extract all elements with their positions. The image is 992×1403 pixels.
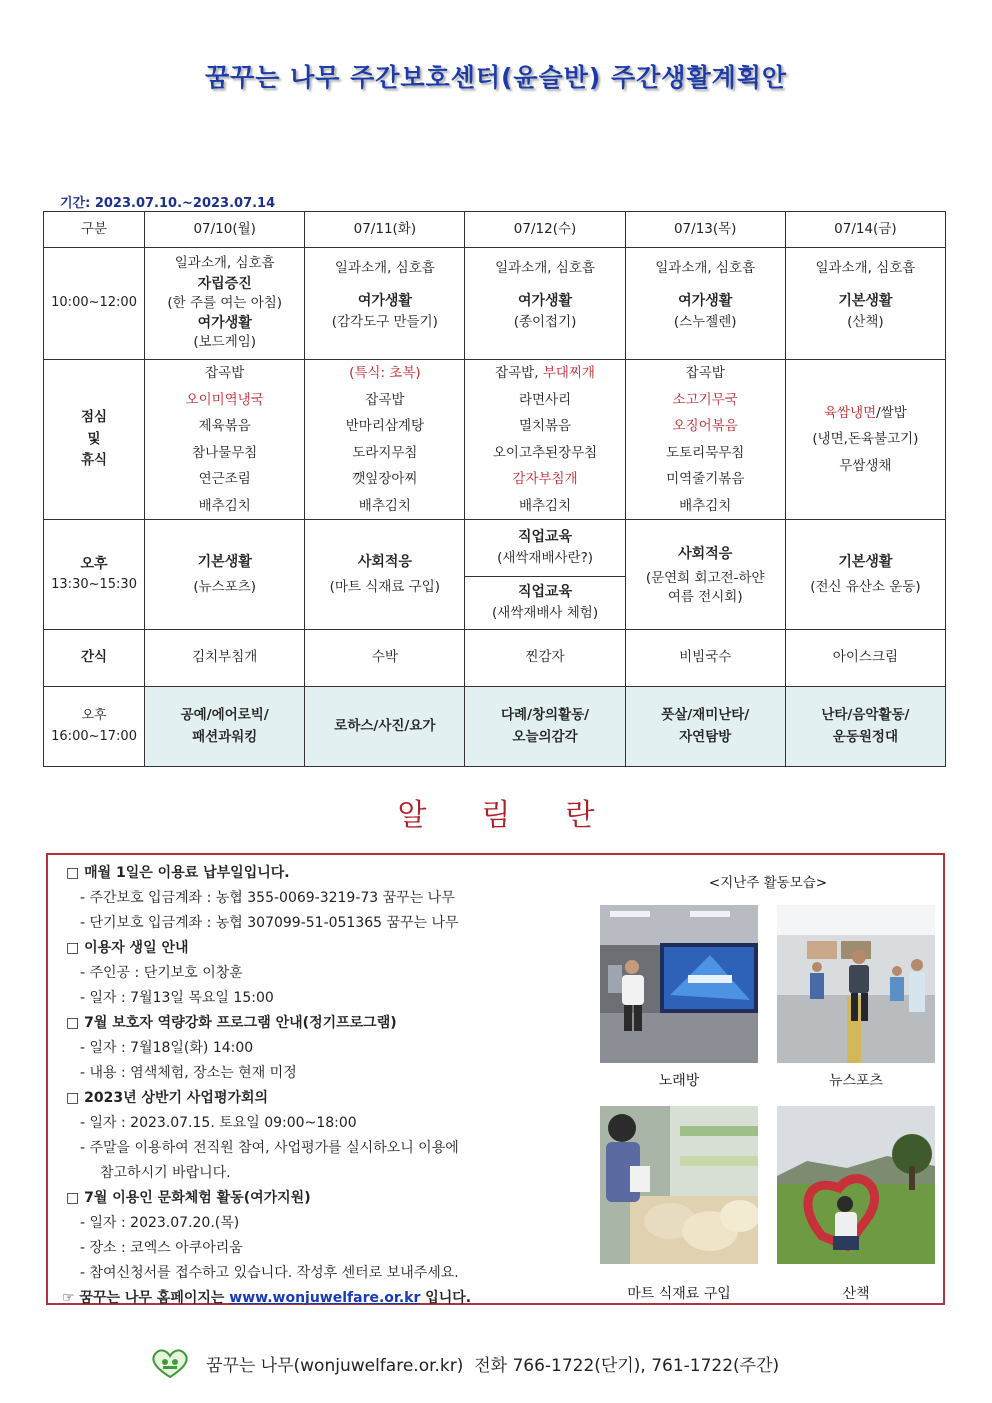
row-label: 점심 및 휴식 [44,360,145,520]
snack-row [44,630,946,687]
afternoon-row [44,520,946,630]
day-header: 07/14(금) [785,212,945,248]
page-title: 꿈꾸는 나무 주간보호센터(윤슬반) 주간생활계획안 [204,63,788,92]
notice-heading: □ 매월 1일은 이용료 납부일입니다. [66,865,290,881]
notice-item: - 참여신청서를 접수하고 있습니다. 작성후 센터로 보내주세요. [80,1265,459,1281]
notice-item: - 일자 : 2023.07.15. 토요일 09:00~18:00 [80,1115,357,1131]
notice-list [62,861,586,1311]
late-afternoon-row [44,687,946,767]
menu-cell: 잡곡밥, 부대찌개 라면사리 멸치볶음 오이고추된장무침 감자부침개 배추김치 [465,360,625,520]
program-cell: 로하스/사진/요가 [305,687,465,767]
row-label: 오후 13:30~15:30 [44,520,145,630]
snack-cell: 비빔국수 [625,630,785,687]
footer [150,1347,779,1379]
table-header-row [44,212,946,248]
homepage-notice: ☞ 꿈꾸는 나무 홈페이지는 www.wonjuwelfare.or.kr 입니다. [62,1290,472,1306]
notice-item: - 내용 : 염색체험, 장소는 현재 미정 [80,1065,297,1081]
pointing-hand-text: ☞ 꿈꾸는 나무 홈페이지는 [62,1290,230,1306]
snack-cell: 아이스크림 [785,630,945,687]
notice-item: - 주인공 : 단기보호 이창훈 [80,965,243,981]
menu-cell: 잡곡밥 소고기무국 오징어볶음 도토리묵무침 미역줄기볶음 배추김치 [625,360,785,520]
karaoke-photo [600,905,758,1063]
notice-item: - 주말을 이용하여 전직원 참여, 사업평가를 실시하오니 이용에 [80,1140,459,1156]
photos-title: <지난주 활동모습> [708,875,828,891]
notice-item: - 일자 : 7월18일(화) 14:00 [80,1040,254,1056]
schedule-cell: 일과소개, 심호흡 여가생활 (스누젤렌) [625,248,785,360]
menu-cell: 육쌈냉면/쌀밥 (냉면,돈육불고기) 무쌈생채 [785,360,945,520]
notice-item: - 일자 : 7월13일 목요일 15:00 [80,990,274,1006]
program-cell: 공예/에어로빅/ 패션과워킹 [145,687,305,767]
schedule-cell: 일과소개, 심호흡 여가생활 (종이접기) [465,248,625,360]
notice-section-title: 알림란 [397,798,650,833]
row-label: 간식 [44,630,145,687]
lunch-row [44,360,946,520]
program-cell: 다례/창의활동/ 오늘의감각 [465,687,625,767]
day-header: 07/13(목) [625,212,785,248]
photo-caption: 마트 식재료 구입 [627,1286,731,1302]
schedule-cell: 기본생활 (전신 유산소 운동) [785,520,945,630]
day-header: 07/12(수) [465,212,625,248]
homepage-link[interactable]: www.wonjuwelfare.or.kr [229,1290,421,1306]
notice-item: - 단기보호 입금계좌 : 농협 307099-51-051365 꿈꾸는 나무 [80,915,459,931]
schedule-cell: 일과소개, 심호흡 기본생활 (산책) [785,248,945,360]
row-label: 오후 16:00~17:00 [44,687,145,767]
schedule-cell: 사회적응 (마트 식재료 구입) [305,520,465,630]
notice-heading: □ 2023년 상반기 사업평가회의 [66,1090,269,1106]
notice-item: - 일자 : 2023.07.20.(목) [80,1215,240,1231]
weekly-plan-table [43,211,946,767]
notice-heading: □ 이용자 생일 안내 [66,940,189,956]
notice-item: - 장소 : 코엑스 아쿠아리움 [80,1240,243,1256]
schedule-cell-split: 직업교육 (새싹재배사란?) 직업교육 (새싹재배사 체험) [465,520,625,630]
notice-item-continued: 참고하시기 바랍니다. [100,1165,231,1181]
program-cell: 난타/음악활동/ 운동원정대 [785,687,945,767]
period-label: 기간: 2023.07.10.~2023.07.14 [60,196,276,211]
heart-logo-icon [150,1347,190,1379]
market-photo [600,1106,758,1264]
notice-heading: □ 7월 이용인 문화체험 활동(여가지원) [66,1190,311,1206]
morning-row [44,248,946,360]
day-header: 07/11(화) [305,212,465,248]
photo-caption: 노래방 [658,1073,700,1089]
schedule-cell: 사회적응 (문연희 회고전-하얀 여름 전시회) [625,520,785,630]
corner-cell: 구분 [44,212,145,248]
notice-heading: □ 7월 보호자 역량강화 프로그램 안내(정기프로그램) [66,1015,397,1031]
snack-cell: 수박 [305,630,465,687]
newsports-photo [777,905,935,1063]
snack-cell: 찐감자 [465,630,625,687]
menu-cell: 잡곡밥 오이미역냉국 제육볶음 참나물무침 연근조림 배추김치 [145,360,305,520]
photo-caption: 산책 [842,1286,870,1302]
menu-cell: (특식: 초복) 잡곡밥 반마리삼계탕 도라지무침 깻잎장아찌 배추김치 [305,360,465,520]
program-cell: 풋살/재미난타/ 자연탐방 [625,687,785,767]
footer-text: 꿈꾸는 나무(wonjuwelfare.or.kr) 전화 766-1722(단기), 761-1722(주간) [206,1355,780,1376]
photo-caption: 뉴스포츠 [828,1073,884,1089]
schedule-cell: 일과소개, 심호흡 여가생활 (감각도구 만들기) [305,248,465,360]
notice-box [46,853,945,1305]
snack-cell: 김치부침개 [145,630,305,687]
row-label: 10:00~12:00 [44,248,145,360]
notice-item: - 주간보호 입금계좌 : 농협 355-0069-3219-73 꿈꾸는 나무 [80,890,455,906]
walk-photo [777,1106,935,1264]
day-header: 07/10(월) [145,212,305,248]
schedule-cell: 기본생활 (뉴스포츠) [145,520,305,630]
schedule-cell: 일과소개, 심호흡 자립증진 (한 주를 여는 아침) 여가생활 (보드게임) [145,248,305,360]
